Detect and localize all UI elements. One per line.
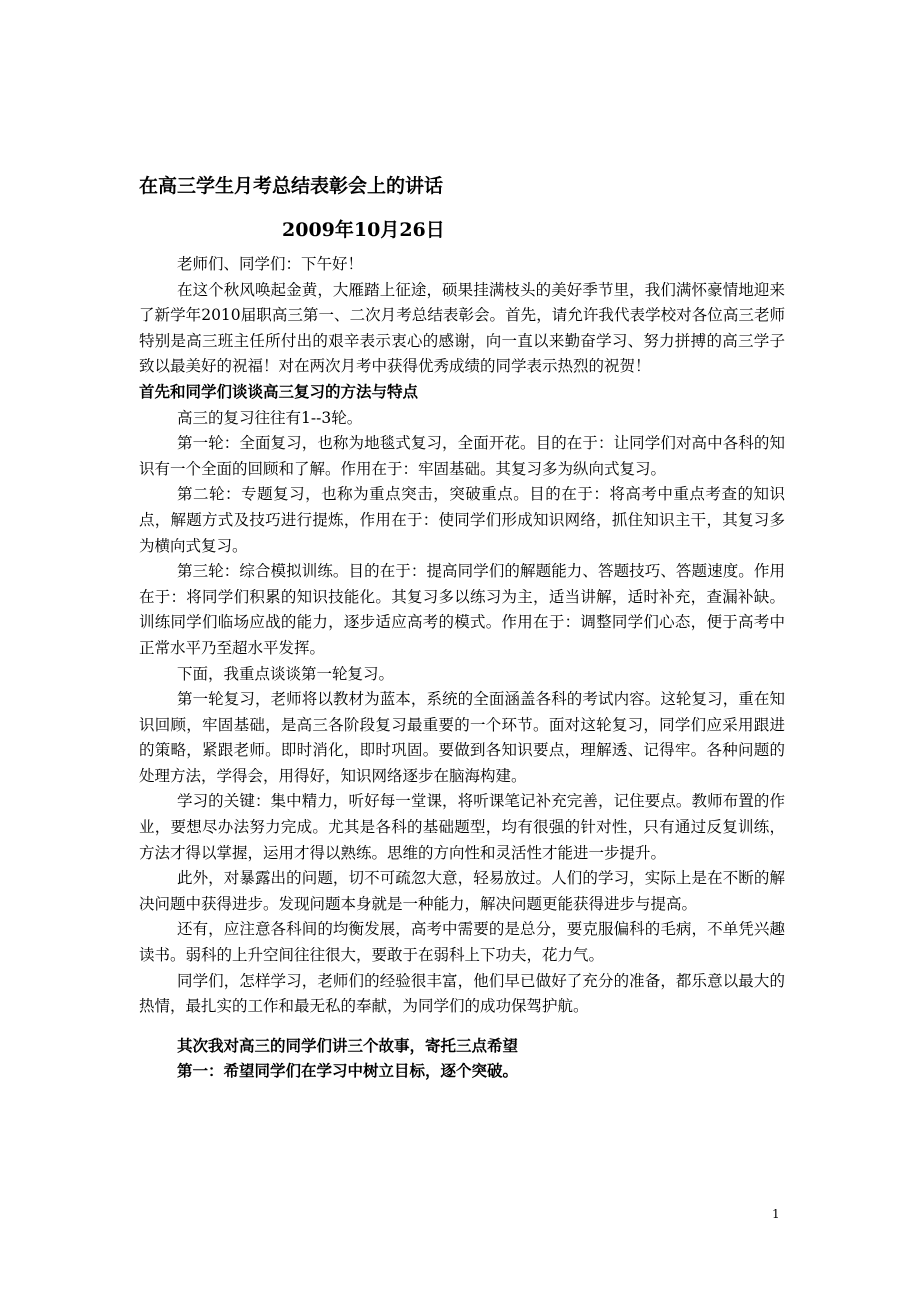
- greeting-paragraph: 老师们、同学们：下午好！: [177, 255, 364, 273]
- body-paragraph: 此外，对暴露出的问题，切不可疏忽大意，轻易放过。人们的学习，实际上是在不断的解决问题中获得进步。发现问题本身就是一种能力，解决问题更能获得进步与提高。: [139, 869, 785, 913]
- page-number: 1: [772, 1207, 780, 1221]
- document-title: 在高三学生月考总结表彰会上的讲话: [139, 175, 444, 197]
- body-paragraph: 高三的复习往往有1--3轮。: [177, 408, 363, 427]
- section-heading-review-methods: 首先和同学们谈谈高三复习的方法与特点: [139, 382, 419, 401]
- body-paragraph: 还有，应注意各科间的均衡发展，高考中需要的是总分，要克服偏科的毛病，不单凭兴趣读书。弱科的上升空间往往很大，要敢于在弱科上下功夫，花力气。: [139, 920, 785, 965]
- intro-paragraph: 在这个秋风唤起金黄，大雁踏上征途，硕果挂满枝头的美好季节里，我们满怀豪情地迎来了新学年2010届职高三第一、二次月考总结表彰会。首先，请允许我代表学校对各位高三老师特别是高三班主任所付出的艰辛表示衷心的感谢，向一直以来勤奋学习、努力拼搏的高三学子致以最美好的祝福！对在两次月考中获得优秀成绩的同学表示热烈的祝贺！: [139, 280, 785, 376]
- body-paragraph: 同学们，怎样学习，老师们的经验很丰富，他们早已做好了充分的准备，都乐意以最大的热情，最扎实的工作和最无私的奉献，为同学们的成功保驾护航。: [139, 971, 785, 1016]
- document-date: 2009年10月26日: [282, 219, 445, 241]
- paragraph-gap: [139, 1020, 785, 1034]
- document-body: [139, 168, 785, 1085]
- section-heading-three-stories: 其次我对高三的同学们讲三个故事，寄托三点希望: [177, 1036, 519, 1055]
- sub-heading-first-hope: 第一：希望同学们在学习中树立目标，逐个突破。: [177, 1062, 519, 1081]
- body-paragraph: 第三轮：综合模拟训练。目的在于：提高同学们的解题能力、答题技巧、答题速度。作用在于：将同学们积累的知识技能化。其复习多以练习为主，适当讲解，适时补充，查漏补缺。训练同学们临场应战的能力，逐步适应高考的模式。作用在于：调整同学们心态，便于高考中正常水平乃至超水平发挥。: [139, 562, 785, 657]
- body-paragraph: 第一轮复习，老师将以教材为蓝本，系统的全面涵盖各科的考试内容。这轮复习，重在知识回顾，牢固基础，是高三各阶段复习最重要的一个环节。面对这轮复习，同学们应采用跟进的策略，紧跟老师。即时消化，即时巩固。要做到各知识要点，理解透、记得牢。各种问题的处理方法，学得会，用得好，知识网络逐步在脑海构建。: [139, 690, 785, 785]
- body-paragraph: 下面，我重点谈谈第一轮复习。: [177, 664, 395, 683]
- body-paragraph: 学习的关键：集中精力，听好每一堂课，将听课笔记补充完善，记住要点。教师布置的作业，要想尽办法努力完成。尤其是各科的基础题型，均有很强的针对性，只有通过反复训练，方法才得以掌握，运用才得以熟练。思维的方向性和灵活性才能进一步提升。: [139, 792, 785, 862]
- body-paragraph: 第二轮：专题复习，也称为重点突击，突破重点。目的在于：将高考中重点考查的知识点，解题方式及技巧进行提炼，作用在于：使同学们形成知识网络，抓住知识主干，其复习多为横向式复习。: [139, 485, 785, 555]
- body-paragraph: 第一轮：全面复习，也称为地毯式复习，全面开花。目的在于：让同学们对高中各科的知识有一个全面的回顾和了解。作用在于：牢固基础。其复习多为纵向式复习。: [139, 434, 785, 478]
